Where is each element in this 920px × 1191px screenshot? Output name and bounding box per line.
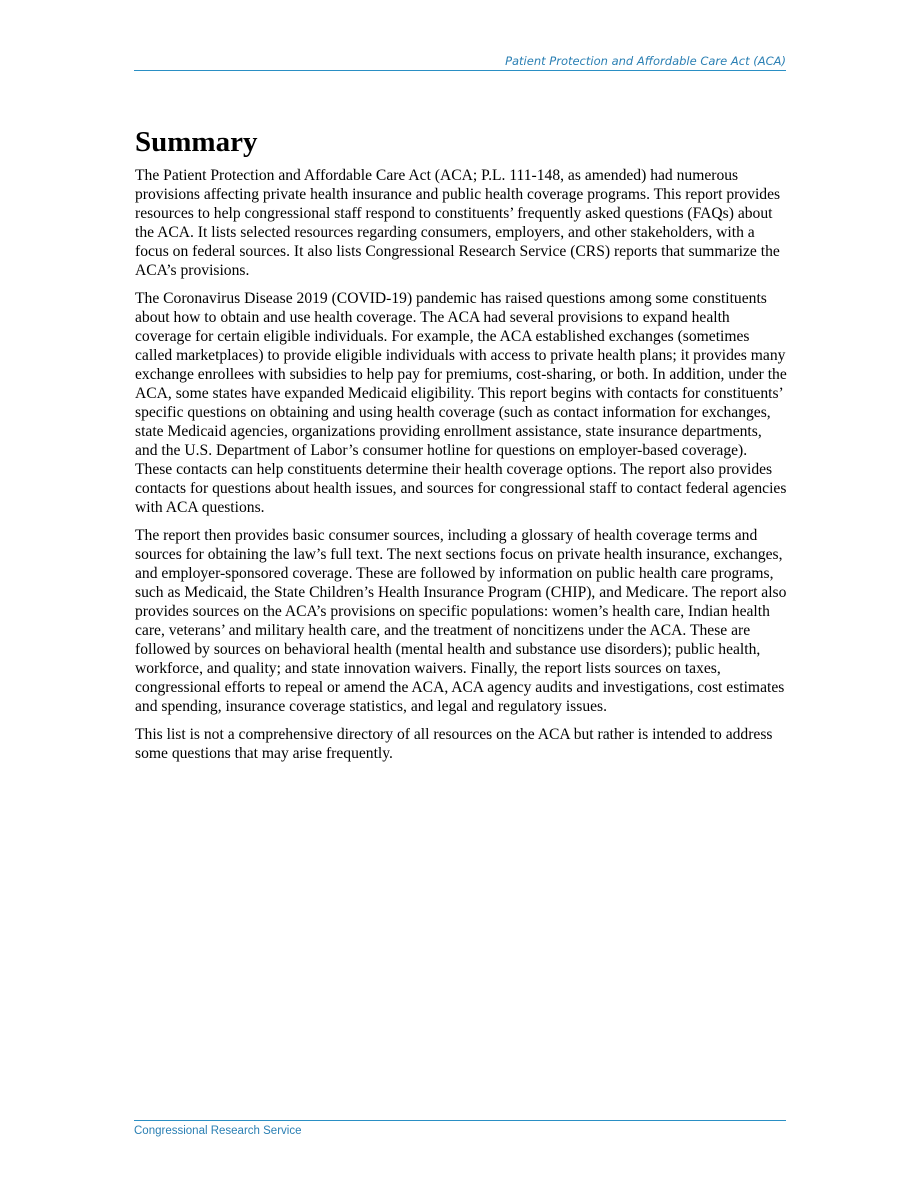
summary-paragraph-3: The report then provides basic consumer sources, including a glossary of health coverage terms and sources for obtaining the law’s full text. The next sections focus on private health insurance, exchanges, and employer-sponsored coverage. These are followed by information on public health care programs, such as Medicaid, the State Children’s Health Insurance Program (CHIP), and Medicare. The report also provides sources on the ACA’s provisions on specific populations: women’s health care, Indian health care, veterans’ and military health care, and the treatment of noncitizens under the ACA. These are followed by sources on behavioral health (mental health and substance use disorders); public health, workforce, and quality; and state innovation waivers. Finally, the report lists sources on taxes, congressional efforts to repeal or amend the ACA, ACA agency audits and investigations, cost estimates and spending, insurance coverage statistics, and legal and regulatory issues. [135, 527, 787, 715]
running-header [134, 54, 786, 71]
running-footer [134, 1120, 786, 1138]
page-content [135, 124, 787, 772]
running-header-title: Patient Protection and Affordable Care Act (ACA) [505, 54, 786, 68]
section-title: Summary [135, 126, 258, 158]
summary-paragraph-4: This list is not a comprehensive directory of all resources on the ACA but rather is intended to address some questions that may arise frequently. [135, 726, 773, 762]
footer-publisher: Congressional Research Service [134, 1125, 302, 1137]
summary-paragraph-1: The Patient Protection and Affordable Care Act (ACA; P.L. 111-148, as amended) had numerous provisions affecting private health insurance and public health coverage programs. This report provides resources to help congressional staff respond to constituents’ frequently asked questions (FAQs) about the ACA. It lists selected resources regarding consumers, employers, and other stakeholders, with a focus on federal sources. It also lists Congressional Research Service (CRS) reports that summarize the ACA’s provisions. [135, 167, 781, 279]
summary-paragraph-2: The Coronavirus Disease 2019 (COVID-19) pandemic has raised questions among some constituents about how to obtain and use health coverage. The ACA had several provisions to expand health coverage for certain eligible individuals. For example, the ACA established exchanges (sometimes called marketplaces) to provide eligible individuals with access to private health plans; it provides many exchange enrollees with subsidies to help pay for premiums, cost-sharing, or both. In addition, under the ACA, some states have expanded Medicaid eligibility. This report begins with contacts for constituents’ specific questions on obtaining and using health coverage (such as contact information for exchanges, state Medicaid agencies, organizations providing enrollment assistance, state insurance departments, and the U.S. Department of Labor’s consumer hotline for questions on employer-based coverage). These contacts can help constituents determine their health coverage options. The report also provides contacts for questions about health issues, and sources for congressional staff to contact federal agencies with ACA questions. [135, 290, 787, 516]
